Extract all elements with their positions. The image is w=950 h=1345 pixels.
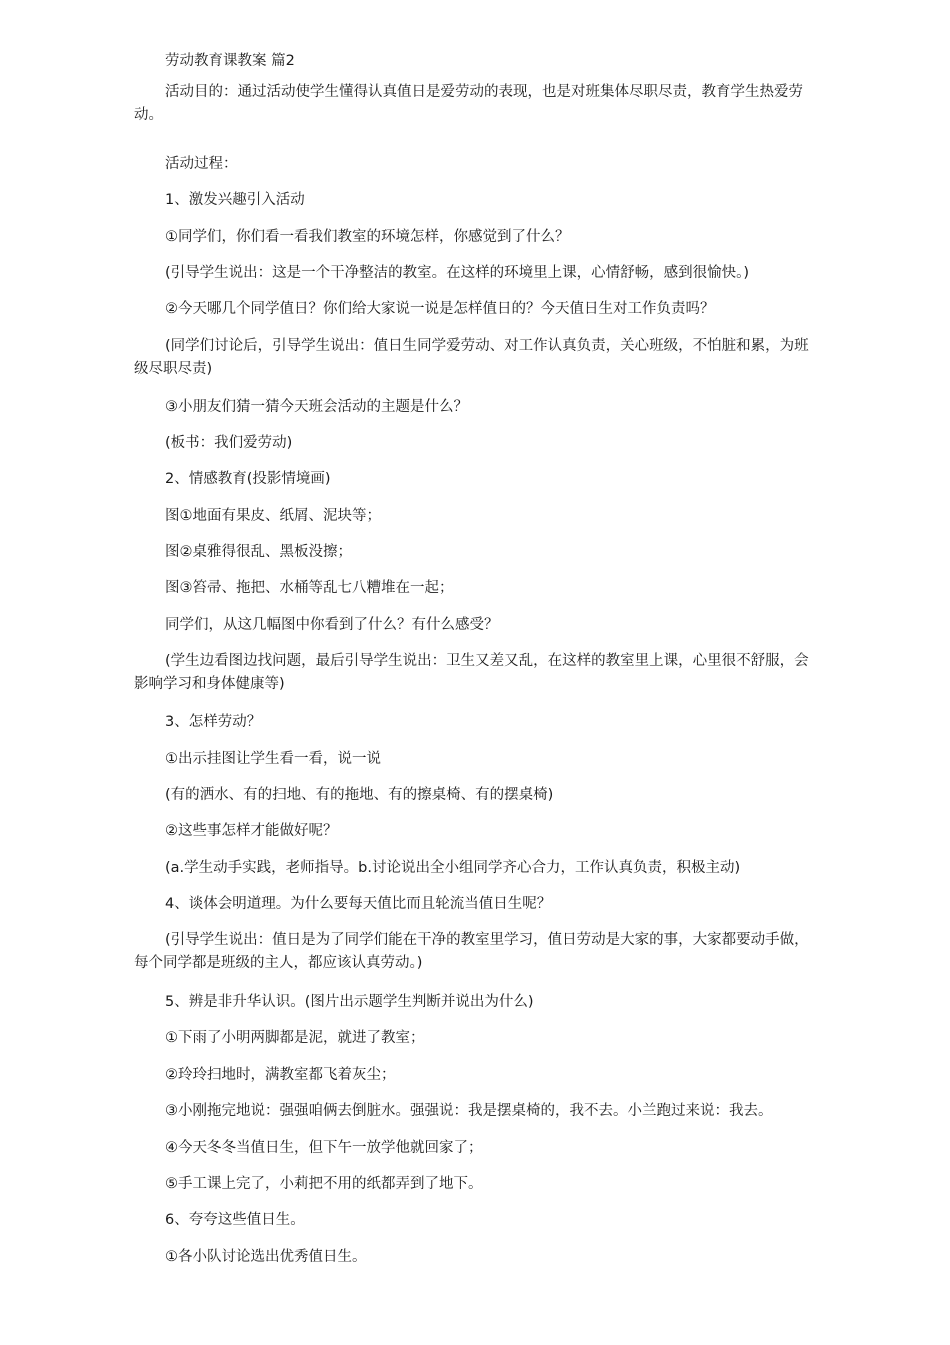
document-title: 劳动教育课教案 篇2 (165, 53, 295, 69)
paragraph-item: ①各小队讨论选出优秀值日生。 (165, 1249, 367, 1265)
section-heading-4: 4、谈体会明道理。为什么要每天值比而且轮流当值日生呢？ (165, 896, 552, 912)
paragraph-item: 图②桌雅得很乱、黑板没擦； (165, 544, 352, 560)
paragraph-item: ①出示挂图让学生看一看，说一说 (165, 751, 381, 767)
paragraph-item: 同学们，从这几幅图中你看到了什么？有什么感受？ (165, 617, 499, 633)
paragraph-item: ④今天冬冬当值日生，但下午一放学他就回家了； (165, 1140, 483, 1156)
paragraph-item: (同学们讨论后，引导学生说出：值日生同学爱劳动、对工作认真负责，关心班级，不怕脏和累，为班级尽职尽责) (134, 338, 809, 377)
paragraph-item: (引导学生说出：这是一个干净整洁的教室。在这样的环境里上课，心情舒畅，感到很愉快。) (165, 265, 750, 281)
paragraph-activity-goal: 活动目的：通过活动使学生懂得认真值日是爱劳动的表现，也是对班集体尽职尽责，教育学生热爱劳动。 (134, 84, 803, 123)
section-heading-3: 3、怎样劳动？ (165, 714, 262, 730)
paragraph-item: ⑤手工课上完了，小莉把不用的纸都弄到了地下。 (165, 1176, 483, 1192)
paragraph-item: (引导学生说出：值日是为了同学们能在干净的教室里学习，值日劳动是大家的事，大家都要动手做，每个同学都是班级的主人，都应该认真劳动。) (134, 932, 809, 971)
paragraph-item: ②这些事怎样才能做好呢？ (165, 823, 338, 839)
section-heading-2: 2、情感教育(投影情境画) (165, 471, 331, 487)
section-heading-5: 5、辨是非升华认识。(图片出示题学生判断并说出为什么) (165, 994, 534, 1010)
paragraph-item: 图①地面有果皮、纸屑、泥块等； (165, 508, 381, 524)
paragraph-activity-process: 活动过程： (165, 156, 238, 172)
paragraph-item: (a.学生动手实践，老师指导。b.讨论说出全小组同学齐心合力，工作认真负责，积极主动) (165, 860, 741, 876)
section-heading-6: 6、夸夸这些值日生。 (165, 1212, 305, 1228)
paragraph-item: (有的洒水、有的扫地、有的拖地、有的擦桌椅、有的摆桌椅) (165, 787, 554, 803)
paragraph-item: (板书：我们爱劳动) (165, 435, 293, 451)
section-heading-1: 1、激发兴趣引入活动 (165, 192, 305, 208)
paragraph-item: ②玲玲扫地时，满教室都飞着灰尘； (165, 1067, 396, 1083)
paragraph-item: ③小朋友们猜一猜今天班会活动的主题是什么？ (165, 399, 468, 415)
paragraph-item: (学生边看图边找问题，最后引导学生说出：卫生又差又乱，在这样的教室里上课，心里很不舒服，会影响学习和身体健康等) (134, 653, 809, 692)
paragraph-item: ③小刚拖完地说：强强咱俩去倒脏水。强强说：我是摆桌椅的，我不去。小兰跑过来说：我去。 (165, 1103, 773, 1119)
paragraph-item: 图③笞帚、拖把、水桶等乱七八糟堆在一起； (165, 580, 454, 596)
paragraph-item: ①同学们，你们看一看我们教室的环境怎样，你感觉到了什么？ (165, 229, 570, 245)
paragraph-item: ②今天哪几个同学值日？你们给大家说一说是怎样值日的？今天值日生对工作负责吗？ (165, 301, 715, 317)
paragraph-item: ①下雨了小明两脚都是泥，就进了教室； (165, 1030, 425, 1046)
